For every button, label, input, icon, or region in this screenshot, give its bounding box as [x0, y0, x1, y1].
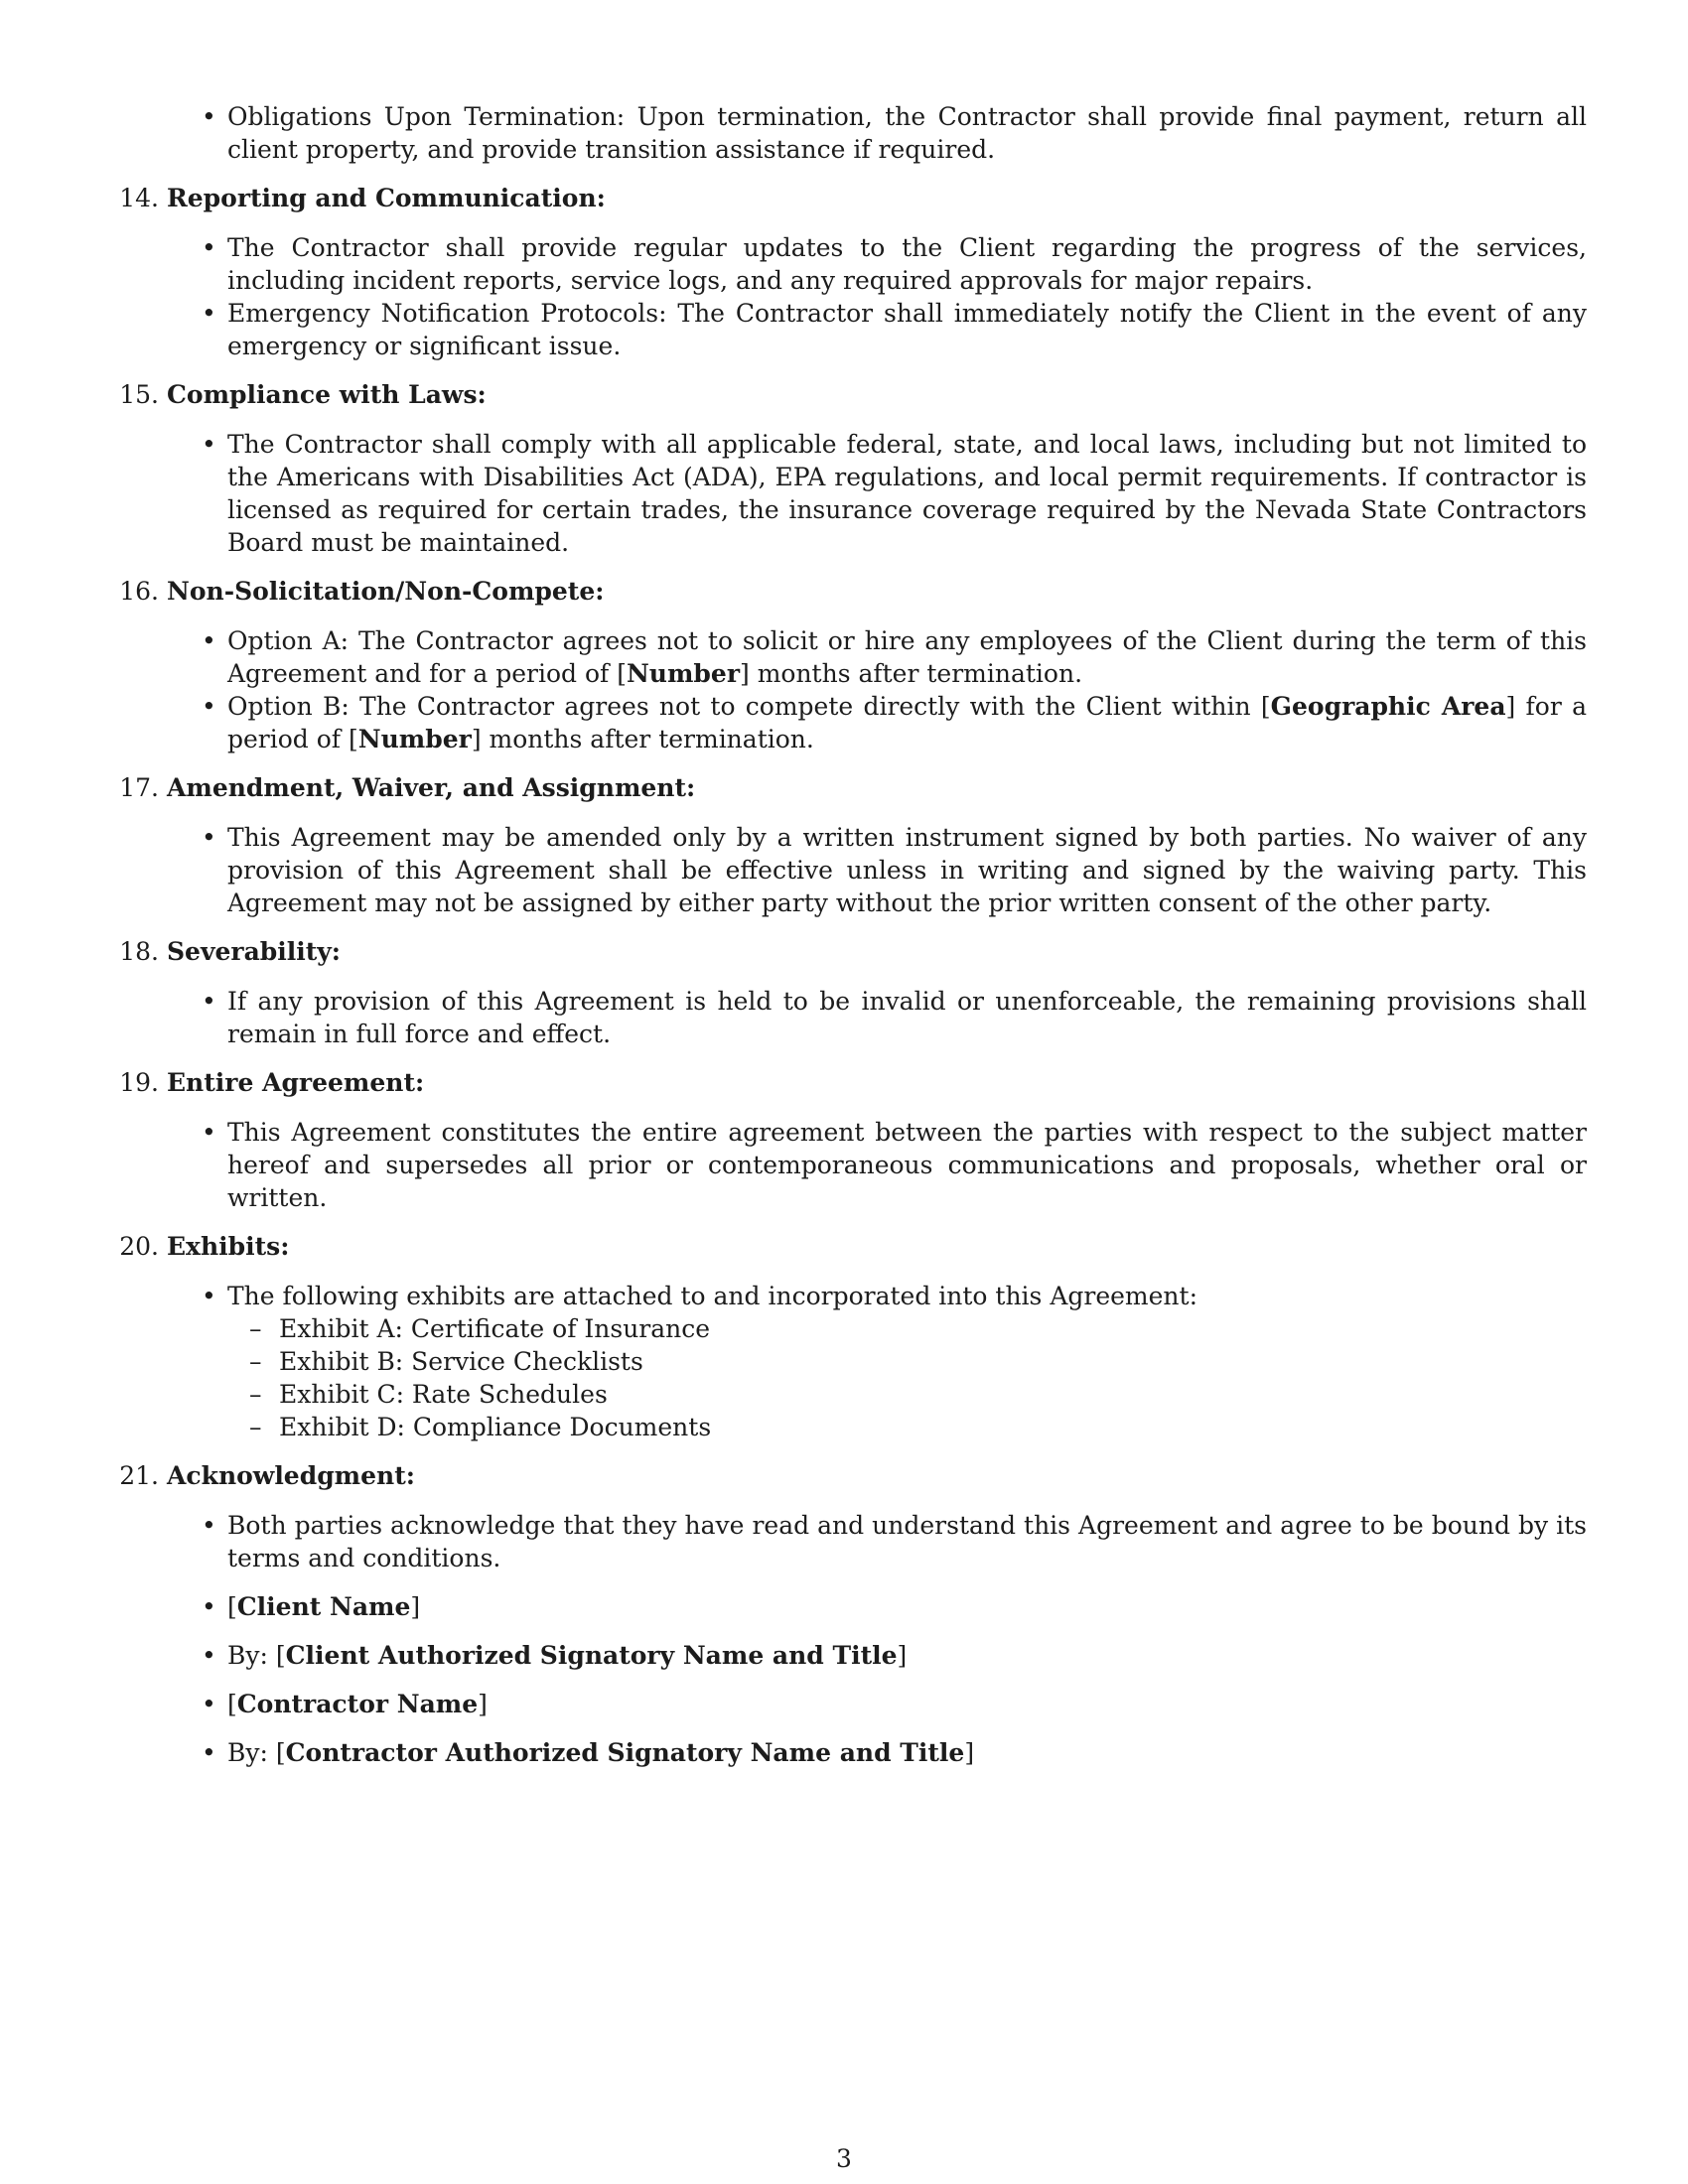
by-label: By: — [227, 1738, 276, 1767]
bullet-list — [167, 821, 1587, 919]
bullet-list — [167, 428, 1587, 559]
exhibit-item: – Exhibit C: Rate Schedules — [279, 1378, 1587, 1411]
bullet-list — [167, 231, 1587, 362]
exhibit-item: – Exhibit B: Service Checklists — [279, 1345, 1587, 1378]
list-item: • This Agreement may be amended only by a written instrument signed by both parties. No waiver of any provision of this Agreement shall be effective unless in writing and signed by the waiving party. This Agreement may not be assigned by either party without the prior written consent of the other party. — [227, 821, 1587, 919]
client-name-placeholder: Client Name — [236, 1592, 411, 1621]
option-a-text-end: ] months after termination. — [740, 659, 1083, 688]
section-13-continued — [167, 100, 1587, 166]
option-b-text: Option B: The Contractor agrees not to compete directly with the Client within [ — [227, 692, 1271, 721]
signature-contractor-name: • [Contractor Name] — [227, 1688, 1587, 1720]
section-16 — [119, 575, 1587, 755]
option-a-text: Option A: The Contractor agrees not to solicit or hire any employees of the Client during the term of this Agreement and for a period of [ — [227, 626, 1587, 688]
list-item — [227, 1280, 1587, 1443]
contractor-name-placeholder: Contractor Name — [236, 1690, 479, 1718]
option-a-item — [227, 624, 1587, 690]
option-b-text-mid: ] for a period of [ — [227, 692, 1587, 753]
contractor-signatory-placeholder: Contractor Authorized Signatory Name and Title — [285, 1738, 965, 1767]
document-body — [119, 100, 1587, 1769]
section-number: 20. — [119, 1232, 159, 1261]
bullet-list — [167, 1280, 1587, 1443]
section-15 — [119, 378, 1587, 559]
list-item: • The Contractor shall provide regular updates to the Client regarding the progress of the services, including incident reports, service logs, and any required approvals for major repairs. — [227, 231, 1587, 297]
list-item: • Obligations Upon Termination: Upon termination, the Contractor shall provide final payment, return all client property, and provide transition assistance if required. — [227, 100, 1587, 166]
section-21 — [119, 1459, 1587, 1769]
list-item: • If any provision of this Agreement is held to be invalid or unenforceable, the remaining provisions shall remain in full force and effect. — [227, 985, 1587, 1050]
signature-client-name: • [Client Name] — [227, 1590, 1587, 1623]
placeholder-number: Number — [357, 725, 472, 753]
list-item: • The Contractor shall comply with all applicable federal, state, and local laws, including but not limited to the Americans with Disabilities Act (ADA), EPA regulations, and local permit requirements. If contractor is licensed as required for certain trades, the insurance coverage required by the Nevada State Contractors Board must be maintained. — [227, 428, 1587, 559]
section-number: 19. — [119, 1068, 159, 1097]
section-17 — [119, 771, 1587, 919]
placeholder-number: Number — [626, 659, 740, 688]
section-heading — [119, 1066, 1587, 1099]
option-b-item — [227, 690, 1587, 755]
section-heading — [119, 1459, 1587, 1492]
placeholder-geographic-area: Geographic Area — [1270, 692, 1506, 721]
section-title: Compliance with Laws: — [167, 380, 487, 409]
bullet-list — [167, 1509, 1587, 1769]
section-number: 14. — [119, 184, 159, 212]
section-heading — [119, 575, 1587, 608]
bullet-list — [167, 624, 1587, 755]
section-title: Reporting and Communication: — [167, 184, 606, 212]
section-20 — [119, 1230, 1587, 1443]
section-heading — [119, 1230, 1587, 1263]
section-number: 18. — [119, 937, 159, 966]
exhibits-intro: The following exhibits are attached to and incorporated into this Agreement: — [227, 1282, 1198, 1310]
section-19 — [119, 1066, 1587, 1214]
by-label: By: — [227, 1641, 276, 1670]
section-title: Severability: — [167, 937, 342, 966]
signature-client-by: • By: [Client Authorized Signatory Name and Title] — [227, 1639, 1587, 1672]
section-title: Entire Agreement: — [167, 1068, 425, 1097]
section-number: 21. — [119, 1461, 159, 1490]
exhibit-item: – Exhibit A: Certificate of Insurance — [279, 1312, 1587, 1345]
section-number: 17. — [119, 773, 159, 802]
section-title: Exhibits: — [167, 1232, 290, 1261]
option-b-text-end: ] months after termination. — [471, 725, 814, 753]
section-title: Acknowledgment: — [167, 1461, 415, 1490]
list-item: • This Agreement constitutes the entire agreement between the parties with respect to the subject matter hereof and supersedes all prior or contemporaneous communications and proposals, whether oral or written. — [227, 1116, 1587, 1214]
section-heading — [119, 182, 1587, 214]
exhibit-list — [227, 1312, 1587, 1443]
exhibit-item: – Exhibit D: Compliance Documents — [279, 1411, 1587, 1443]
list-item: • Emergency Notification Protocols: The Contractor shall immediately notify the Client in the event of any emergency or significant issue. — [227, 297, 1587, 362]
client-signatory-placeholder: Client Authorized Signatory Name and Title — [285, 1641, 898, 1670]
bullet-list — [167, 1116, 1587, 1214]
bullet-list — [167, 100, 1587, 166]
list-item: • Both parties acknowledge that they have read and understand this Agreement and agree to be bound by its terms and conditions. — [227, 1509, 1587, 1574]
page-number: 3 — [836, 2144, 852, 2173]
section-number: 15. — [119, 380, 159, 409]
section-heading — [119, 935, 1587, 968]
bullet-list — [167, 985, 1587, 1050]
section-title: Non-Solicitation/Non-Compete: — [167, 577, 605, 606]
signature-contractor-by: • By: [Contractor Authorized Signatory Name and Title] — [227, 1736, 1587, 1769]
section-heading — [119, 378, 1587, 411]
section-number: 16. — [119, 577, 159, 606]
section-heading — [119, 771, 1587, 804]
section-18 — [119, 935, 1587, 1050]
section-title: Amendment, Waiver, and Assignment: — [167, 773, 696, 802]
section-14 — [119, 182, 1587, 362]
